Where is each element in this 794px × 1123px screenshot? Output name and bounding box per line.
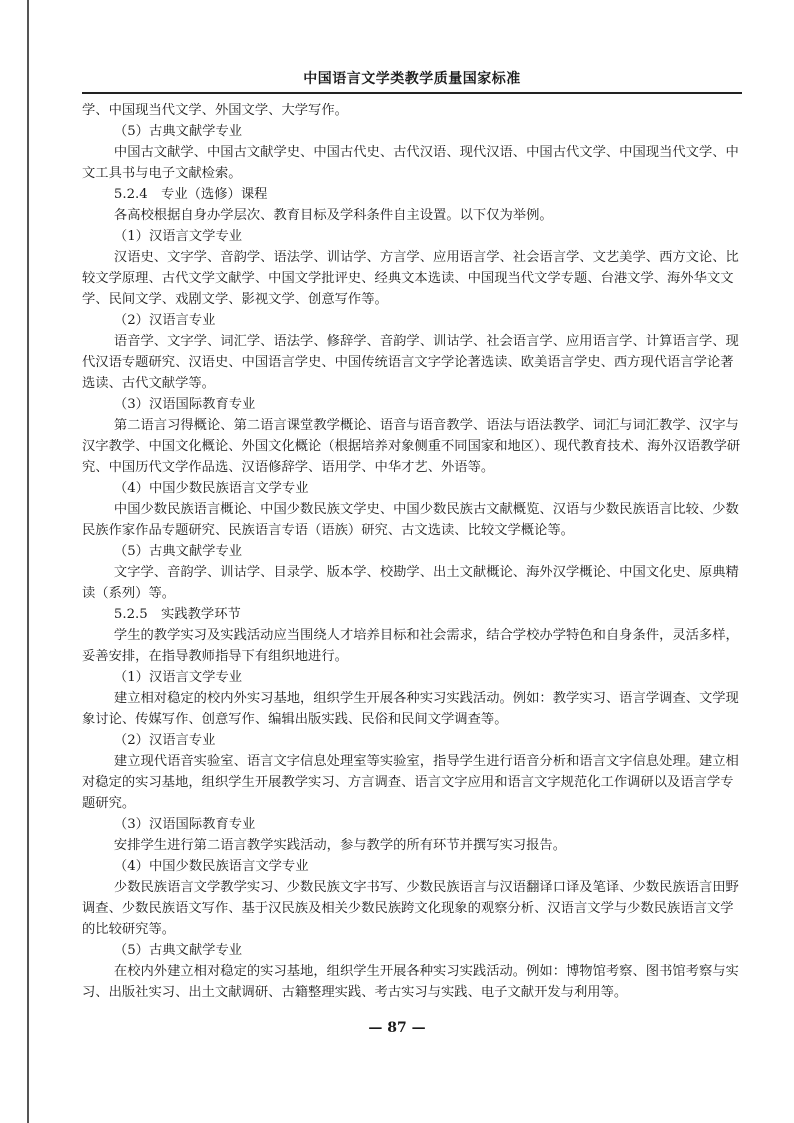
paragraph: 中国古文献学、中国古文献学史、中国古代史、古代汉语、现代汉语、中国古代文学、中国现当代文学、中文工具书与电子文献检索。 bbox=[82, 145, 739, 181]
paragraph: 汉语史、文字学、音韵学、语法学、训诂学、方言学、应用语言学、社会语言学、文艺美学、西方文论、比较文学原理、古代文学文献学、中国文学批评史、经典文本选读、中国现当代文学专题、台港文学、海外华文文学、民间文学、戏剧文学、影视文学、创意写作等。 bbox=[82, 250, 739, 307]
subsection-heading: （3）汉语国际教育专业 bbox=[113, 397, 256, 412]
header-rule bbox=[82, 92, 742, 94]
paragraph: 第二语言习得概论、第二语言课堂教学概论、语音与语音教学、语法与语法教学、词汇与词汇教学、汉字与汉字教学、中国文化概论、外国文化概论（根据培养对象侧重不同国家和地区）、现代教育技术、海外汉语教学研究、中国历代文学作品选、汉语修辞学、语用学、中华才艺、外语等。 bbox=[82, 418, 741, 475]
paragraph: 少数民族语言文学教学实习、少数民族文字书写、少数民族语言与汉语翻译口译及笔译、少数民族语言田野调查、少数民族语文写作、基于汉民族及相关少数民族跨文化现象的观察分析、汉语言文学与少数民族语言文学的比较研究等。 bbox=[82, 880, 739, 937]
section-heading: 5.2.4 专业（选修）课程 bbox=[113, 187, 268, 202]
subsection-heading: （4）中国少数民族语言文学专业 bbox=[113, 481, 309, 496]
paragraph: 文字学、音韵学、训诂学、目录学、版本学、校勘学、出土文献概论、海外汉学概论、中国文化史、原典精读（系列）等。 bbox=[82, 565, 739, 601]
paragraph: 各高校根据自身办学层次、教育目标及学科条件自主设置。以下仅为举例。 bbox=[113, 208, 553, 223]
page-number: — 87 — bbox=[368, 1020, 426, 1036]
subsection-heading: （5）古典文献学专业 bbox=[113, 124, 243, 139]
paragraph: 学、中国现当代文学、外国文学、大学写作。 bbox=[82, 103, 348, 118]
running-header: 中国语言文学类教学质量国家标准 bbox=[303, 71, 521, 87]
section-heading: 5.2.5 实践教学环节 bbox=[113, 607, 241, 622]
subsection-heading: （2）汉语言专业 bbox=[113, 733, 216, 748]
paragraph: 安排学生进行第二语言教学实践活动，参与教学的所有环节并撰写实习报告。 bbox=[113, 838, 566, 853]
body-text bbox=[82, 100, 742, 1003]
paragraph: 建立相对稳定的校内外实习基地，组织学生开展各种实习实践活动。例如：教学实习、语言学调查、文学现象讨论、传媒写作、创意写作、编辑出版实践、民俗和民间文学调查等。 bbox=[82, 691, 739, 727]
subsection-heading: （4）中国少数民族语言文学专业 bbox=[113, 859, 309, 874]
subsection-heading: （2）汉语言专业 bbox=[113, 313, 216, 328]
subsection-heading: （5）古典文献学专业 bbox=[113, 544, 243, 559]
subsection-heading: （1）汉语言文学专业 bbox=[113, 229, 243, 244]
subsection-heading: （3）汉语国际教育专业 bbox=[113, 817, 256, 832]
page-edge-rule bbox=[27, 0, 29, 1123]
subsection-heading: （5）古典文献学专业 bbox=[113, 943, 243, 958]
paragraph: 在校内外建立相对稳定的实习基地，组织学生开展各种实习实践活动。例如：博物馆考察、图书馆考察与实习、出版社实习、出土文献调研、古籍整理实践、考古实习与实践、电子文献开发与利用等。 bbox=[82, 964, 739, 1000]
subsection-heading: （1）汉语言文学专业 bbox=[113, 670, 243, 685]
paragraph: 语音学、文字学、词汇学、语法学、修辞学、音韵学、训诂学、社会语言学、应用语言学、计算语言学、现代汉语专题研究、汉语史、中国语言学史、中国传统语言文字学论著选读、欧美语言学史、西方现代语言学论著选读、古代文献学等。 bbox=[82, 334, 739, 391]
paragraph: 中国少数民族语言概论、中国少数民族文学史、中国少数民族古文献概览、汉语与少数民族语言比较、少数民族作家作品专题研究、民族语言专语（语族）研究、古文选读、比较文学概论等。 bbox=[82, 502, 739, 538]
paragraph: 建立现代语音实验室、语言文字信息处理室等实验室，指导学生进行语音分析和语言文字信息处理。建立相对稳定的实习基地，组织学生开展教学实习、方言调查、语言文字应用和语言文字规范化工作调研以及语言学专题研究。 bbox=[82, 754, 739, 811]
paragraph: 学生的教学实习及实践活动应当围绕人才培养目标和社会需求，结合学校办学特色和自身条件，灵活多样，妥善安排，在指导教师指导下有组织地进行。 bbox=[82, 628, 739, 664]
